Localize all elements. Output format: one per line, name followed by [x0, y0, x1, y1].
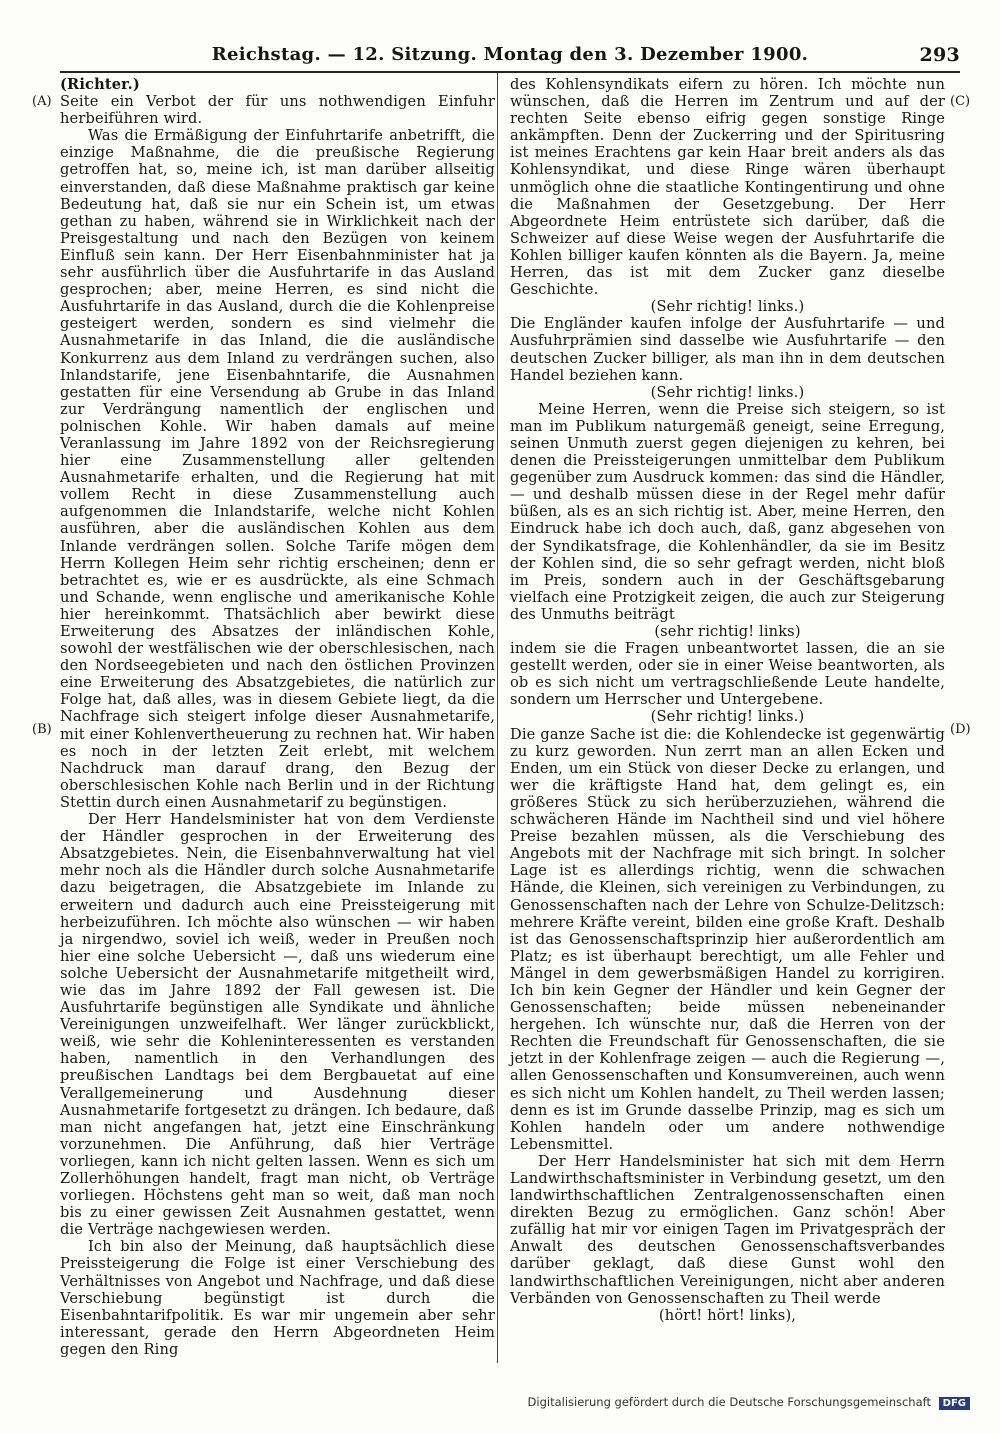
right-paragraph: Die ganze Sache ist die: die Kohlendecke ist gegenwärtig zu kurz geworden. Nun zerrt man an allen Ecken und Enden, um ein Stück von dieser Decke zu erlangen, und wer die kräftigste Hand hat, dem gelingt es, ein größeres Stück zu sich herüberzuziehen, während die schwächeren Hände im Nachtheil sind und viel höhere Preise bezahlen müssen, als die Verschiebung des Angebots mit der Nachfrage mit sich bringt. In solcher Lage ist es allerdings richtig, wenn die schwachen Hände, die Kleinen, sich vereinigen zu Verbindungen, zu Genossenschaften nach der Lehre von Schulze-Delitzsch: mehrere Kräfte vereint, bilden eine große Kraft. Deshalb ist das Genossenschaftsprinzip hier außerordentlich am Platz; es ist überhaupt berechtigt, um alle Fehler und Mängel in dem gewerbsmäßigen Handel zu korrigiren. Ich bin kein Gegner der Händler und kein Gegner der Genossenschaften; beide müssen nebeneinander hergehen. Ich wünschte nur, daß die Herren von der Rechten die Freundschaft für Genossenschaften, die sie jetzt in der Kohlenfrage zeigen — auch die Regierung —, allen Genossenschaften und Konsumvereinen, auch wenn es sich nicht um Kohlen handelt, zu Theil werden lassen; denn es ist im Grunde dasselbe Prinzip, mag es sich um Kohlen handeln oder um andere nothwendige Lebensmittel.	[510, 725, 945, 1153]
speaker-name: (Richter.)	[60, 76, 140, 93]
left-column	[60, 76, 495, 1358]
right-paragraph: des Kohlensyndikats eifern zu hören. Ich möchte nun wünschen, daß die Herren im Zentrum und auf der rechten Seite ebenso eifrig gegen sonstige Ringe ankämpften. Denn der Zuckerring und der Spiritusring ist meines Erachtens gar kein Haar breit anders als das Kohlensyndikat, und diese Ringe wären überhaupt unmöglich ohne die staatliche Kontingentirung und ohne die Maßnahmen der Gesetzgebung. Der Herr Abgeordnete Heim entrüstete sich darüber, daß die Schweizer auf diese Weise wegen der Ausfuhrtarife die Kohlen billiger kaufen könnten als die Bayern. Ja, meine Herren, das ist mit dem Zucker ganz dieselbe Geschichte.	[510, 76, 945, 299]
header-rule	[60, 71, 960, 73]
right-paragraph: indem sie die Fragen unbeantwortet lassen, die an sie gestellt werden, oder sie in einer Weise beantworten, als ob es sich nicht um vertragschließende Leute handelte, sondern um Herrscher und Untergebene.	[510, 640, 945, 709]
dfg-logo: DFG	[939, 1397, 970, 1410]
interjection: (Sehr richtig! links.)	[650, 383, 805, 401]
margin-marker-b: (B)	[32, 722, 52, 737]
footer-text: Digitalisierung gefördert durch die Deutsche Forschungsgemeinschaft	[527, 1395, 931, 1409]
right-paragraph: Der Herr Handelsminister hat sich mit dem Herrn Landwirthschaftsminister in Verbindung gesetzt, um den landwirthschaftlichen Zentralgenossenschaften einen direkten Bezug zu ermöglichen. Ganz schön! Aber zufällig hat mir vor einigen Tagen im Privatgespräch der Anwalt des deutschen Genossenschaftsverbandes darüber geklagt, daß diese Gunst wohl den landwirthschaftlichen Vereinigungen, nicht aber anderen Verbänden von Genossenschaften zu Theil werde	[510, 1152, 945, 1307]
interjection: (sehr richtig! links)	[654, 623, 801, 640]
left-paragraph: Der Herr Handelsminister hat von dem Verdienste der Händler gesprochen in der Erweiterung des Absatzgebietes. Nein, die Eisenbahnverwaltung hat viel mehr noch als die Händler durch solche Ausnahmetarife dazu beigetragen, die Absatzgebiete im Inlande zu erweitern und dadurch auch eine Preissteigerung mit herbeizuführen. Ich möchte also wünschen — wir haben ja nirgendwo, soviel ich weiß, weder in Preußen noch hier eine solche Uebersicht —, daß uns wiederum eine solche Uebersicht der Ausnahmetarife mitgetheilt wird, wie das im Jahre 1892 der Fall gewesen ist. Die Ausfuhrtarife begünstigen alle Syndikate und ähnliche Vereinigungen unzweifelhaft. Wer länger zurückblickt, weiß, wie sehr die Kohleninteressenten es verstanden haben, namentlich in den Verhandlungen des preußischen Landtags bei dem Bergbauetat auf eine Verallgemeinerung und Ausdehnung dieser Ausnahmetarife fortgesetzt zu drängen. Ich bedaure, daß man nicht angefangen hat, jetzt eine Einschränkung vorzunehmen. Die Anführung, daß hier Verträge vorliegen, kann ich nicht gelten lassen. Wenn es sich um Zollerhöhungen handelt, fragt man nicht, ob Verträge vorliegen. Höchstens geht man so weit, daß man noch bis zu einer gewissen Zeit Ausnahmen gestattet, wenn die Verträge nachgewiesen werden.	[60, 811, 495, 1239]
page-number: 293	[919, 44, 960, 66]
column-divider	[497, 73, 498, 1363]
interjection: (Sehr richtig! links.)	[650, 298, 805, 316]
margin-marker-d: (D)	[950, 722, 971, 737]
margin-marker-a: (A)	[32, 94, 52, 109]
left-paragraph: Was die Ermäßigung der Einfuhrtarife anbetrifft, die einzige Maßnahme, die die preußische Regierung getroffen hat, so, meine ich, ist man darüber allseitig einverstanden, daß diese Maßnahme praktisch gar keine Bedeutung hat, daß sie nur ein Schein ist, um etwas gethan zu haben, während sie in Wirklichkeit nach der Preisgestaltung und nach den Bezügen von keinem Einfluß sein kann. Der Herr Eisenbahnminister hat ja sehr ausführlich über die Ausfuhrtarife in das Ausland gesprochen; aber, meine Herren, es sind nicht die Ausfuhrtarife in das Ausland, durch die die Kohlenpreise gesteigert werden, sondern es sind vielmehr die Ausnahmetarife in das Inland, die die ausländische Konkurrenz aus dem Inland zu verdrängen suchen, also Inlandstarife, jene Eisenbahntarife, die Ausnahmen gestatten für eine Versendung ab Grube in das Inland zur Verdrängung namentlich der englischen und polnischen Kohle. Wir haben damals auf meine Veranlassung im Jahre 1892 von der Reichsregierung hier eine Zusammenstellung aller geltenden Ausnahmetarife erhalten, und die Regierung hat mit vollem Recht in diese Zusammenstellung auch aufgenommen die Inlandstarife, welche nicht Kohlen ausführen, aber die ausländischen Kohlen aus dem Inlande verdrängen sollen. Solche Tarife mögen dem Herrn Kollegen Heim sehr richtig erscheinen; denn er betrachtet es, wie er es ausdrückte, als eine Schmach und Schande, wenn englische und amerikanische Kohle hier hereinkommt. Thatsächlich aber bewirkt diese Erweiterung des Absatzes der inländischen Kohle, sowohl der westfälischen wie der oberschlesischen, nach den Nordseegebieten und nach den östlichen Provinzen eine Erweiterung des Absatzgebietes, die natürlich zur Folge hat, daß alles, was in diesem Gebiete liegt, da die Nachfrage sich steigert infolge dieser Ausnahmetarife, mit einer Kohlenvertheuerung zu rechnen hat. Wir haben es noch in der letzten Zeit erlebt, mit welchem Nachdruck man darauf drang, den Bezug der oberschlesischen Kohle nach Berlin und in der Richtung Stettin durch einen Ausnahmetarif zu begünstigen.	[60, 127, 495, 811]
interjection: (hört! hört! links),	[658, 1306, 797, 1324]
right-paragraph: Die Engländer kaufen infolge der Ausfuhrtarife — und Ausfuhrprämien sind dasselbe wie Ausfuhrtarife — den deutschen Zucker billiger, als man ihn in dem deutschen Handel beziehen kann.	[510, 315, 945, 384]
right-paragraph: Meine Herren, wenn die Preise sich steigern, so ist man im Publikum naturgemäß geneigt, seine Erregung, seinen Unmuth zuerst gegen diejenigen zu kehren, bei denen die Preissteigerungen unmittelbar dem Publikum gegenüber zum Ausdruck kommen: das sind die Händler, — und deshalb müssen diese in der Regel mehr dafür büßen, als es an sich richtig ist. Aber, meine Herren, den Eindruck habe ich doch auch, daß, ganz abgesehen von der Syndikatsfrage, die Kohlenhändler, da sie im Besitz der Kohlen sind, die so sehr gefragt werden, nicht bloß im Preis, sondern auch in der Geschäftsgebarung vielfach eine Protzigkeit zeigen, die auch zur Steigerung des Unmuths beiträgt	[510, 400, 945, 623]
digitization-footer	[528, 1395, 970, 1410]
running-header	[60, 41, 960, 69]
header-title: Reichstag. — 12. Sitzung. Montag den 3. Dezember 1900.	[211, 44, 809, 65]
right-column	[510, 76, 945, 1324]
interjection: (Sehr richtig! links.)	[650, 708, 805, 726]
left-paragraph: Ich bin also der Meinung, daß hauptsächlich diese Preissteigerung die Folge ist einer Verschiebung des Verhältnisses von Angebot und Nachfrage, und daß diese Verschiebung begünstigt ist durch die Eisenbahntarifpolitik. Es war mir ungemein aber sehr interessant, gerade den Herrn Abgeordneten Heim gegen den Ring	[60, 1238, 495, 1358]
left-paragraph: Seite ein Verbot der für uns nothwendigen Einfuhr herbeiführen wird.	[60, 93, 495, 128]
margin-marker-c: (C)	[950, 94, 971, 109]
